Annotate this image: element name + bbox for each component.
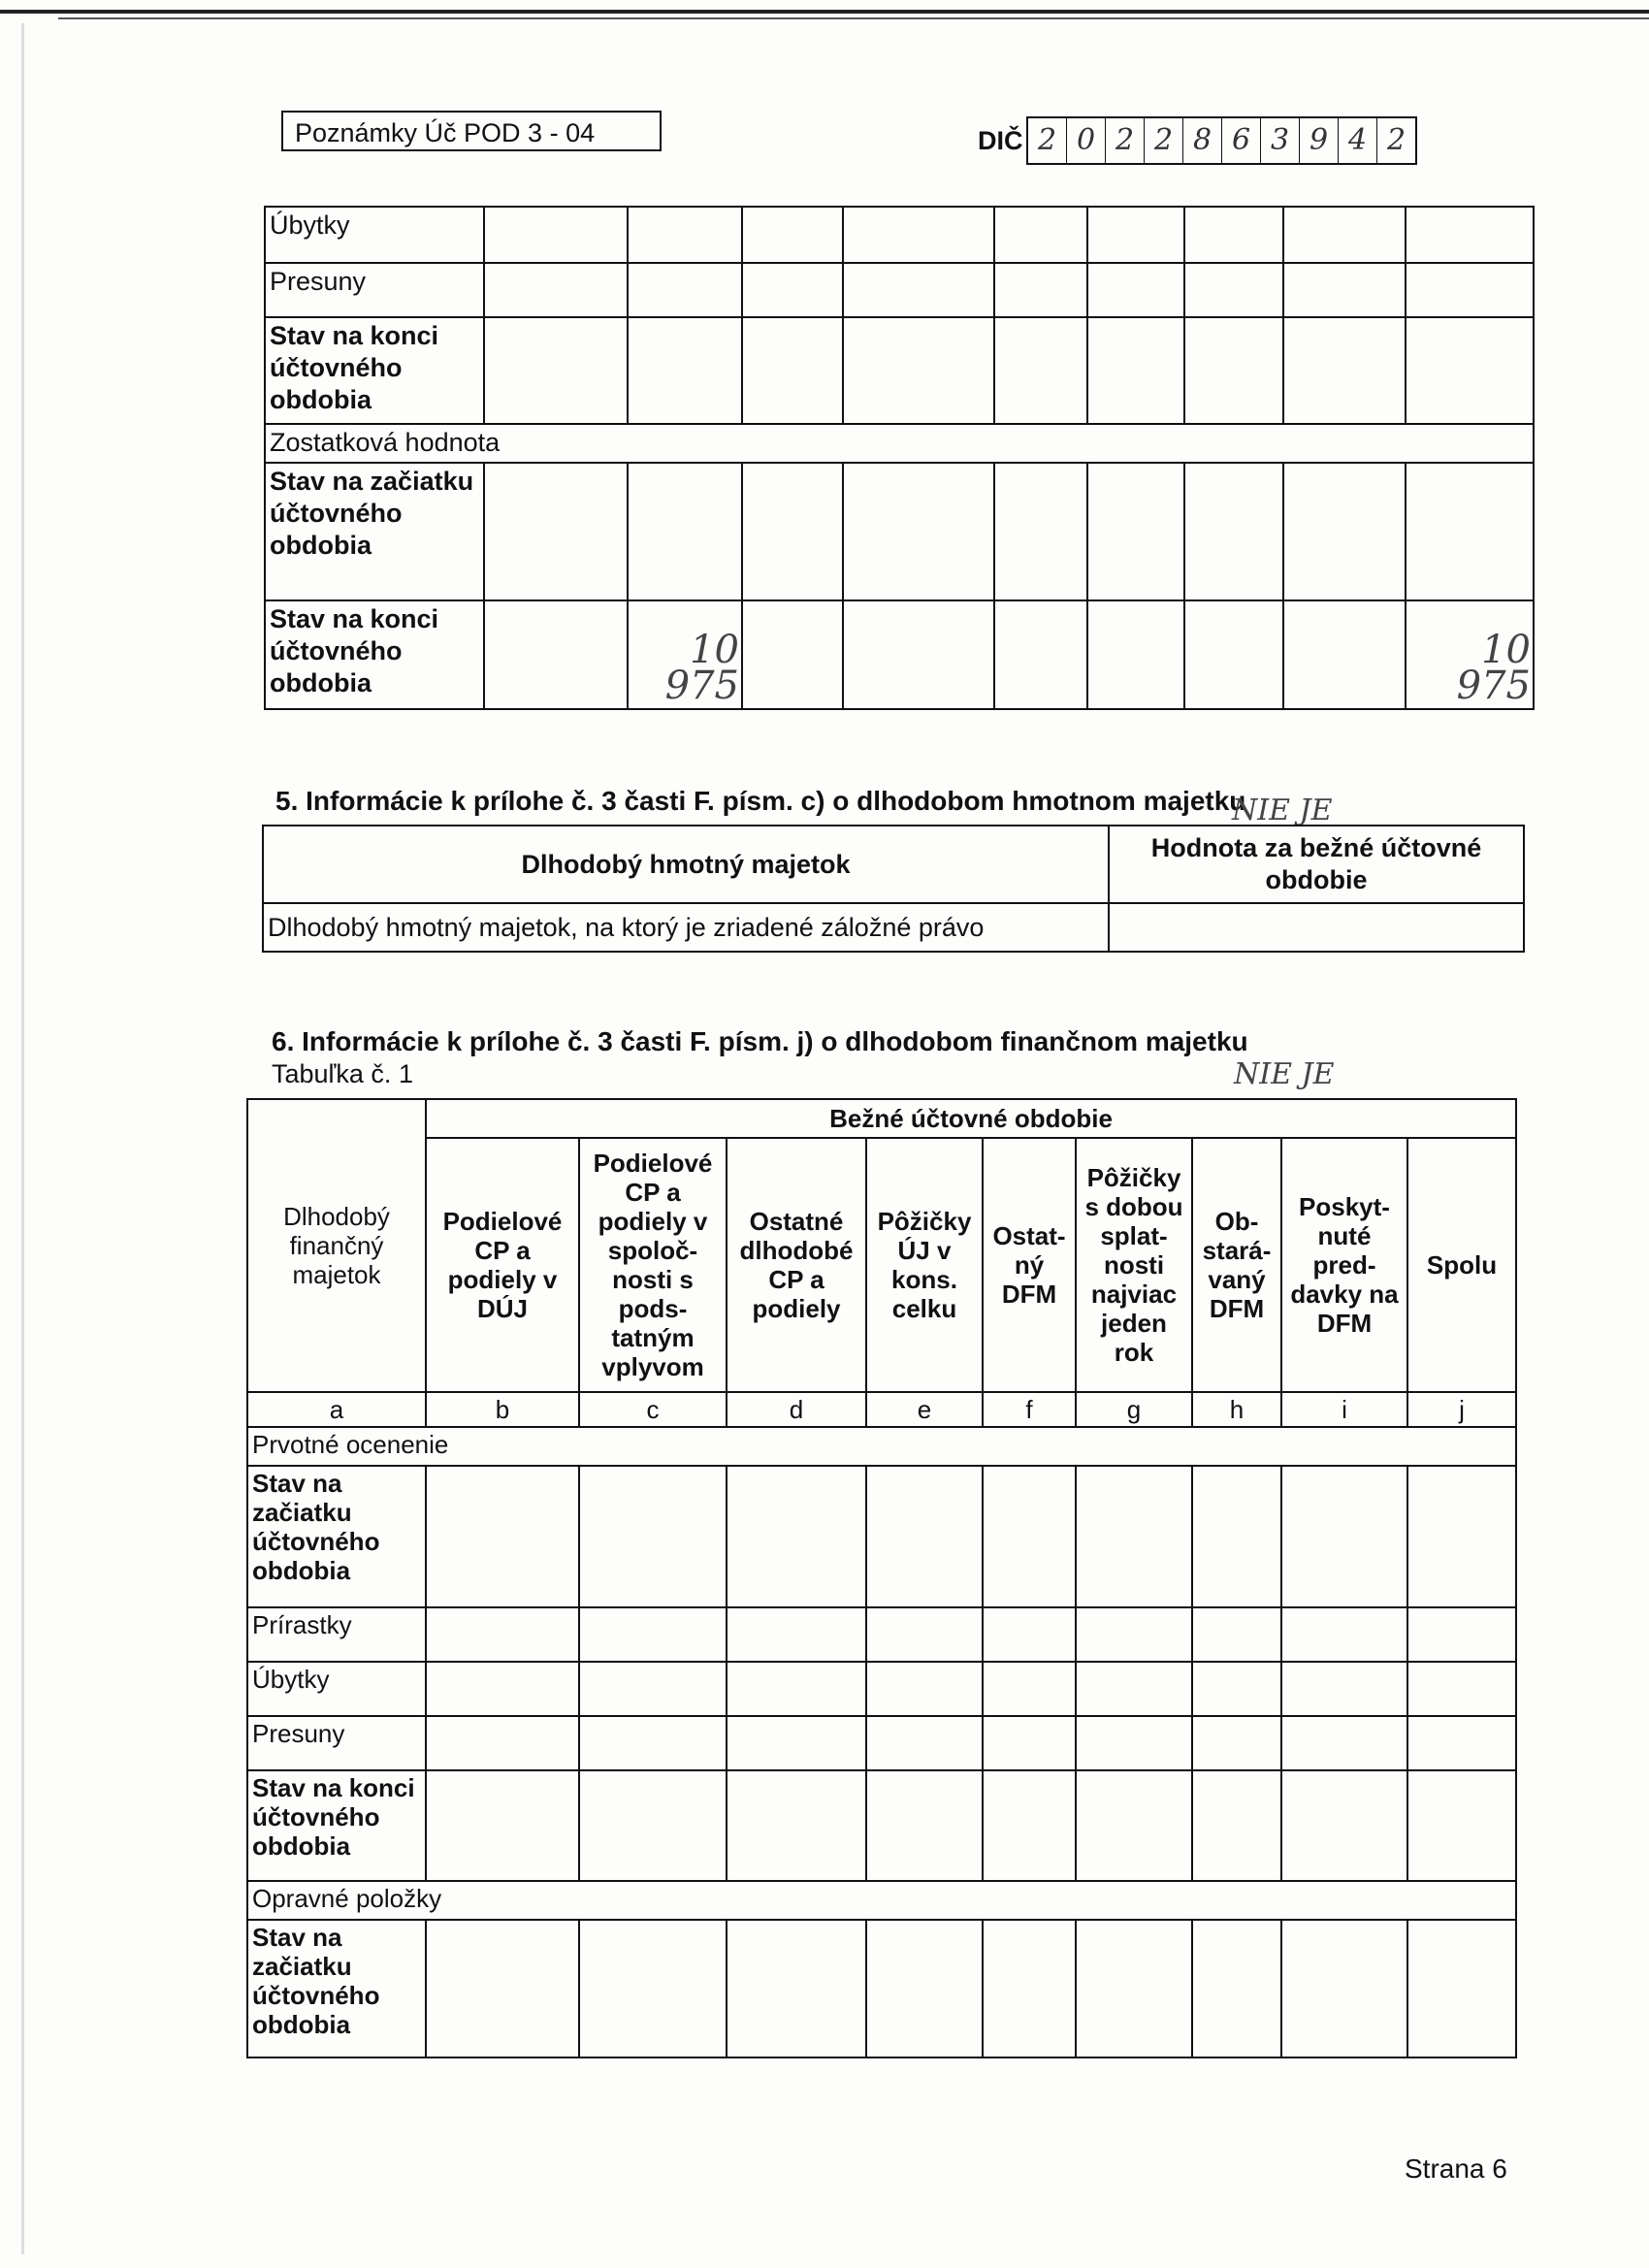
handwritten-value: 10 975 [664,628,739,708]
period-header: Bežné účtovné obdobie [426,1099,1516,1138]
section5-title: 5. Informácie k prílohe č. 3 časti F. písm. c) o dlhodobom hmotnom majetku [275,786,1246,816]
column-header: Poskyt- nuté pred- davky na DFM [1281,1138,1407,1392]
section6-subtitle: Tabuľka č. 1 [272,1059,413,1088]
dic-digit: 9 [1300,118,1339,163]
row-label: Stav na začiatku účtovného obdobia [247,1466,426,1607]
row-label: Úbytky [247,1662,426,1716]
row-label: Presuny [247,1716,426,1770]
column-header: Pôžičky s dobou splat- nosti najviac jeden rok [1076,1138,1192,1392]
column-header: Podielové CP a podiely v spoloč- nosti s pods- tatným vplyvom [579,1138,727,1392]
column-letter: g [1076,1392,1192,1427]
dic-digit: 2 [1106,118,1145,163]
column-header: Hodnota za bežné účtovné obdobie [1109,826,1524,903]
row-label: Úbytky [265,207,484,263]
form-code-box: Poznámky Úč POD 3 - 04 [281,111,662,151]
column-header: Ob- stará- vaný DFM [1192,1138,1281,1392]
dic-digit: 4 [1339,118,1377,163]
page-number: Strana 6 [1405,2154,1507,2184]
column-header: Spolu [1407,1138,1516,1392]
column-header: Podielové CP a podiely v DÚJ [426,1138,579,1392]
row-label: Prírastky [247,1607,426,1662]
dic-digit-boxes [1026,116,1417,165]
section5-table [262,825,1525,953]
column-header: Dlhodobý hmotný majetok [263,826,1109,903]
dic-digit: 2 [1028,118,1067,163]
row-label: Presuny [265,263,484,317]
column-header: Dlhodobý finančný majetok [247,1099,426,1392]
top-assets-table [264,206,1535,710]
section6-title: 6. Informácie k prílohe č. 3 časti F. písm. j) o dlhodobom finančnom majetku [272,1026,1248,1056]
row-label: Stav na konci účtovného obdobia [265,600,484,709]
column-letter: d [727,1392,866,1427]
row-label: Zostatková hodnota [265,424,1534,463]
dic-digit: 0 [1067,118,1106,163]
row-label: Opravné položky [247,1881,1516,1920]
column-letter: j [1407,1392,1516,1427]
dic-digit: 8 [1183,118,1222,163]
column-letter: c [579,1392,727,1427]
column-letter: a [247,1392,426,1427]
column-letter: b [426,1392,579,1427]
column-letter: i [1281,1392,1407,1427]
section6-note: NIE JE [1234,1057,1335,1091]
scan-edge-top [0,10,1649,14]
column-header: Ostat- ný DFM [983,1138,1076,1392]
dic-digit: 3 [1261,118,1300,163]
dic-digit: 2 [1386,123,1406,157]
handwritten-value: 10 975 [1456,628,1531,708]
row-label: Stav na začiatku účtovného obdobia [265,463,484,600]
column-header: Ostatné dlhodobé CP a podiely [727,1138,866,1392]
row-label: Stav na konci účtovného obdobia [247,1770,426,1881]
section5-note: NIE JE [1232,794,1333,827]
dic-label: DIČ [978,126,1023,155]
row-label: Dlhodobý hmotný majetok, na ktorý je zriadené záložné právo [263,903,1109,952]
column-letter: h [1192,1392,1281,1427]
scan-edge-top-inner [58,17,1649,19]
row-label: Stav na konci účtovného obdobia [265,317,484,424]
dic-digit: 2 [1145,118,1183,163]
row-label: Stav na začiatku účtovného obdobia [247,1920,426,2057]
section6-table [246,1098,1517,2058]
column-letter: f [983,1392,1076,1427]
row-label: Prvotné ocenenie [247,1427,1516,1466]
scan-edge-left [21,23,24,2254]
column-letter: e [866,1392,983,1427]
column-header: Pôžičky ÚJ v kons. celku [866,1138,983,1392]
dic-digit: 6 [1222,118,1261,163]
